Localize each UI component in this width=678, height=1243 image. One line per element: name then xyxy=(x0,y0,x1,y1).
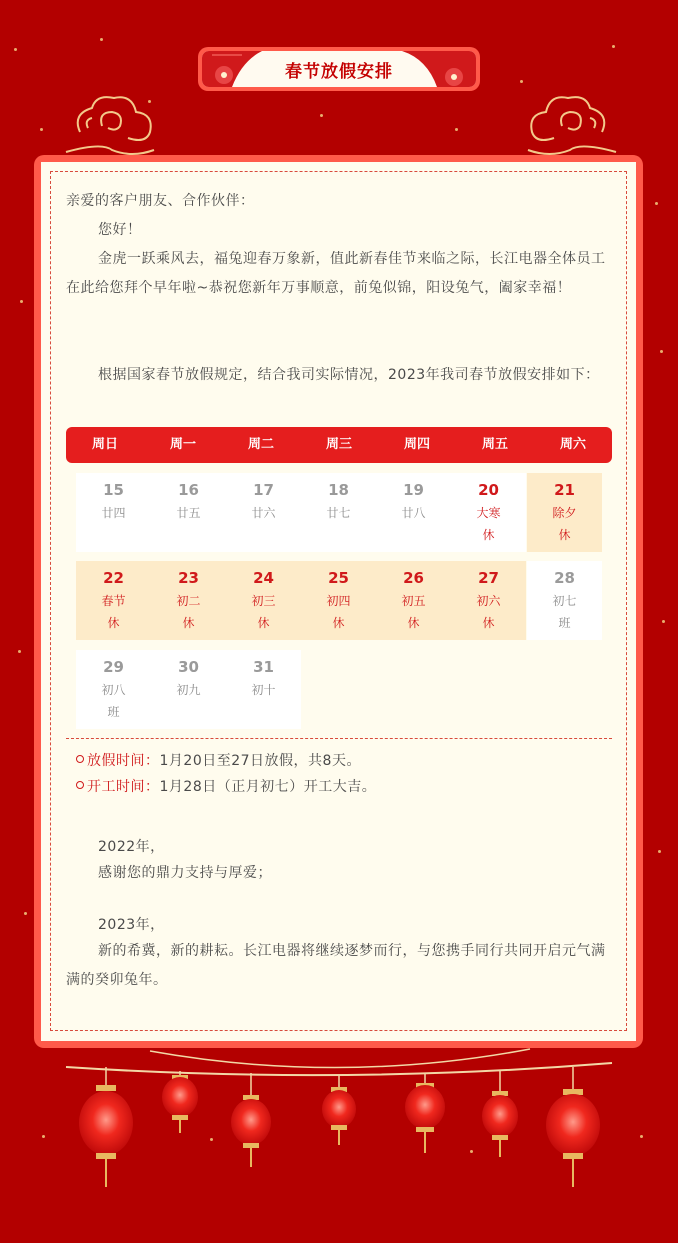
holiday-time-label: 放假时间： xyxy=(87,753,160,769)
hello: 您好！ xyxy=(98,222,142,238)
cloud-left-icon xyxy=(62,92,158,158)
closing-year-2022: 2022年， xyxy=(98,839,165,855)
calendar-day-holiday: 22 春节 休 xyxy=(76,561,151,640)
lanterns-decoration xyxy=(0,1045,678,1243)
lantern-icon xyxy=(546,1067,600,1187)
lantern-icon xyxy=(162,1071,198,1133)
banner-title: 春节放假安排 xyxy=(285,61,393,82)
work-time-value: 1月28日（正月初七）开工大吉。 xyxy=(159,779,377,795)
fan-decoration-left-icon xyxy=(202,51,276,87)
lantern-icon xyxy=(231,1073,271,1167)
calendar-day: 16 廿五 xyxy=(151,473,226,552)
lantern-icon xyxy=(482,1071,518,1157)
calendar-day-holiday: 25 初四 休 xyxy=(301,561,376,640)
divider xyxy=(66,738,612,739)
weekday-sat: 周六 xyxy=(559,437,586,452)
weekday-mon: 周一 xyxy=(169,437,196,452)
work-time-label: 开工时间： xyxy=(87,779,160,795)
calendar-day-holiday: 26 初五 休 xyxy=(376,561,451,640)
holiday-time-value: 1月20日至27日放假，共8天。 xyxy=(159,753,361,769)
weekday-wed: 周三 xyxy=(325,437,352,452)
calendar-day-holiday: 23 初二 休 xyxy=(151,561,226,640)
closing-thanks: 感谢您的鼎力支持与厚爱； xyxy=(98,865,272,881)
calendar-day: 18 廿七 xyxy=(301,473,376,552)
calendar-day-holiday: 24 初三 休 xyxy=(226,561,301,640)
weekday-tue: 周二 xyxy=(247,437,274,452)
calendar-day-workday: 29 初八 班 xyxy=(76,650,151,729)
calendar-header xyxy=(66,427,612,463)
calendar-day-workday: 28 初七 班 xyxy=(527,561,602,640)
bullet-icon xyxy=(76,781,84,789)
weekday-fri: 周五 xyxy=(481,437,508,452)
cloud-right-icon xyxy=(524,92,620,158)
weekday-thu: 周四 xyxy=(403,437,430,452)
calendar-day: 31 初十 xyxy=(226,650,301,729)
calendar-day-holiday: 20 大寒 休 xyxy=(451,473,526,552)
closing-year-2023: 2023年， xyxy=(98,917,165,933)
calendar-day: 19 廿八 xyxy=(376,473,451,552)
calendar-day: 30 初九 xyxy=(151,650,226,729)
bullet-icon xyxy=(76,755,84,763)
work-time-line xyxy=(76,774,376,800)
lantern-icon xyxy=(322,1075,356,1145)
calendar-day: 15 廿四 xyxy=(76,473,151,552)
paragraph-2: 根据国家春节放假规定，结合我司实际情况，2023年我司春节放假安排如下： xyxy=(98,367,600,383)
paragraph-1: 金虎一跃乘风去，福兔迎春万象新，值此新春佳节来临之际，长江电器全体员工在此给您拜个早年啦~恭祝您新年万事顺意，前兔似锦，阳设兔气，阖家幸福！ xyxy=(66,251,606,296)
calendar-day-holiday: 21 除夕 休 xyxy=(527,473,602,552)
lantern-icon xyxy=(405,1073,445,1153)
lantern-icon xyxy=(79,1067,133,1187)
calendar-day: 17 廿六 xyxy=(226,473,301,552)
weekday-sun: 周日 xyxy=(91,437,118,452)
fan-decoration-right-icon xyxy=(392,51,476,87)
greeting: 亲爱的客户朋友、合作伙伴： xyxy=(66,193,255,209)
calendar-day-holiday: 27 初六 休 xyxy=(451,561,526,640)
closing-wish: 新的希冀，新的耕耘。长江电器将继续逐梦而行，与您携手同行共同开启元气满满的癸卯兔年。 xyxy=(66,943,606,988)
title-banner xyxy=(198,47,480,91)
holiday-time-line xyxy=(76,748,361,774)
